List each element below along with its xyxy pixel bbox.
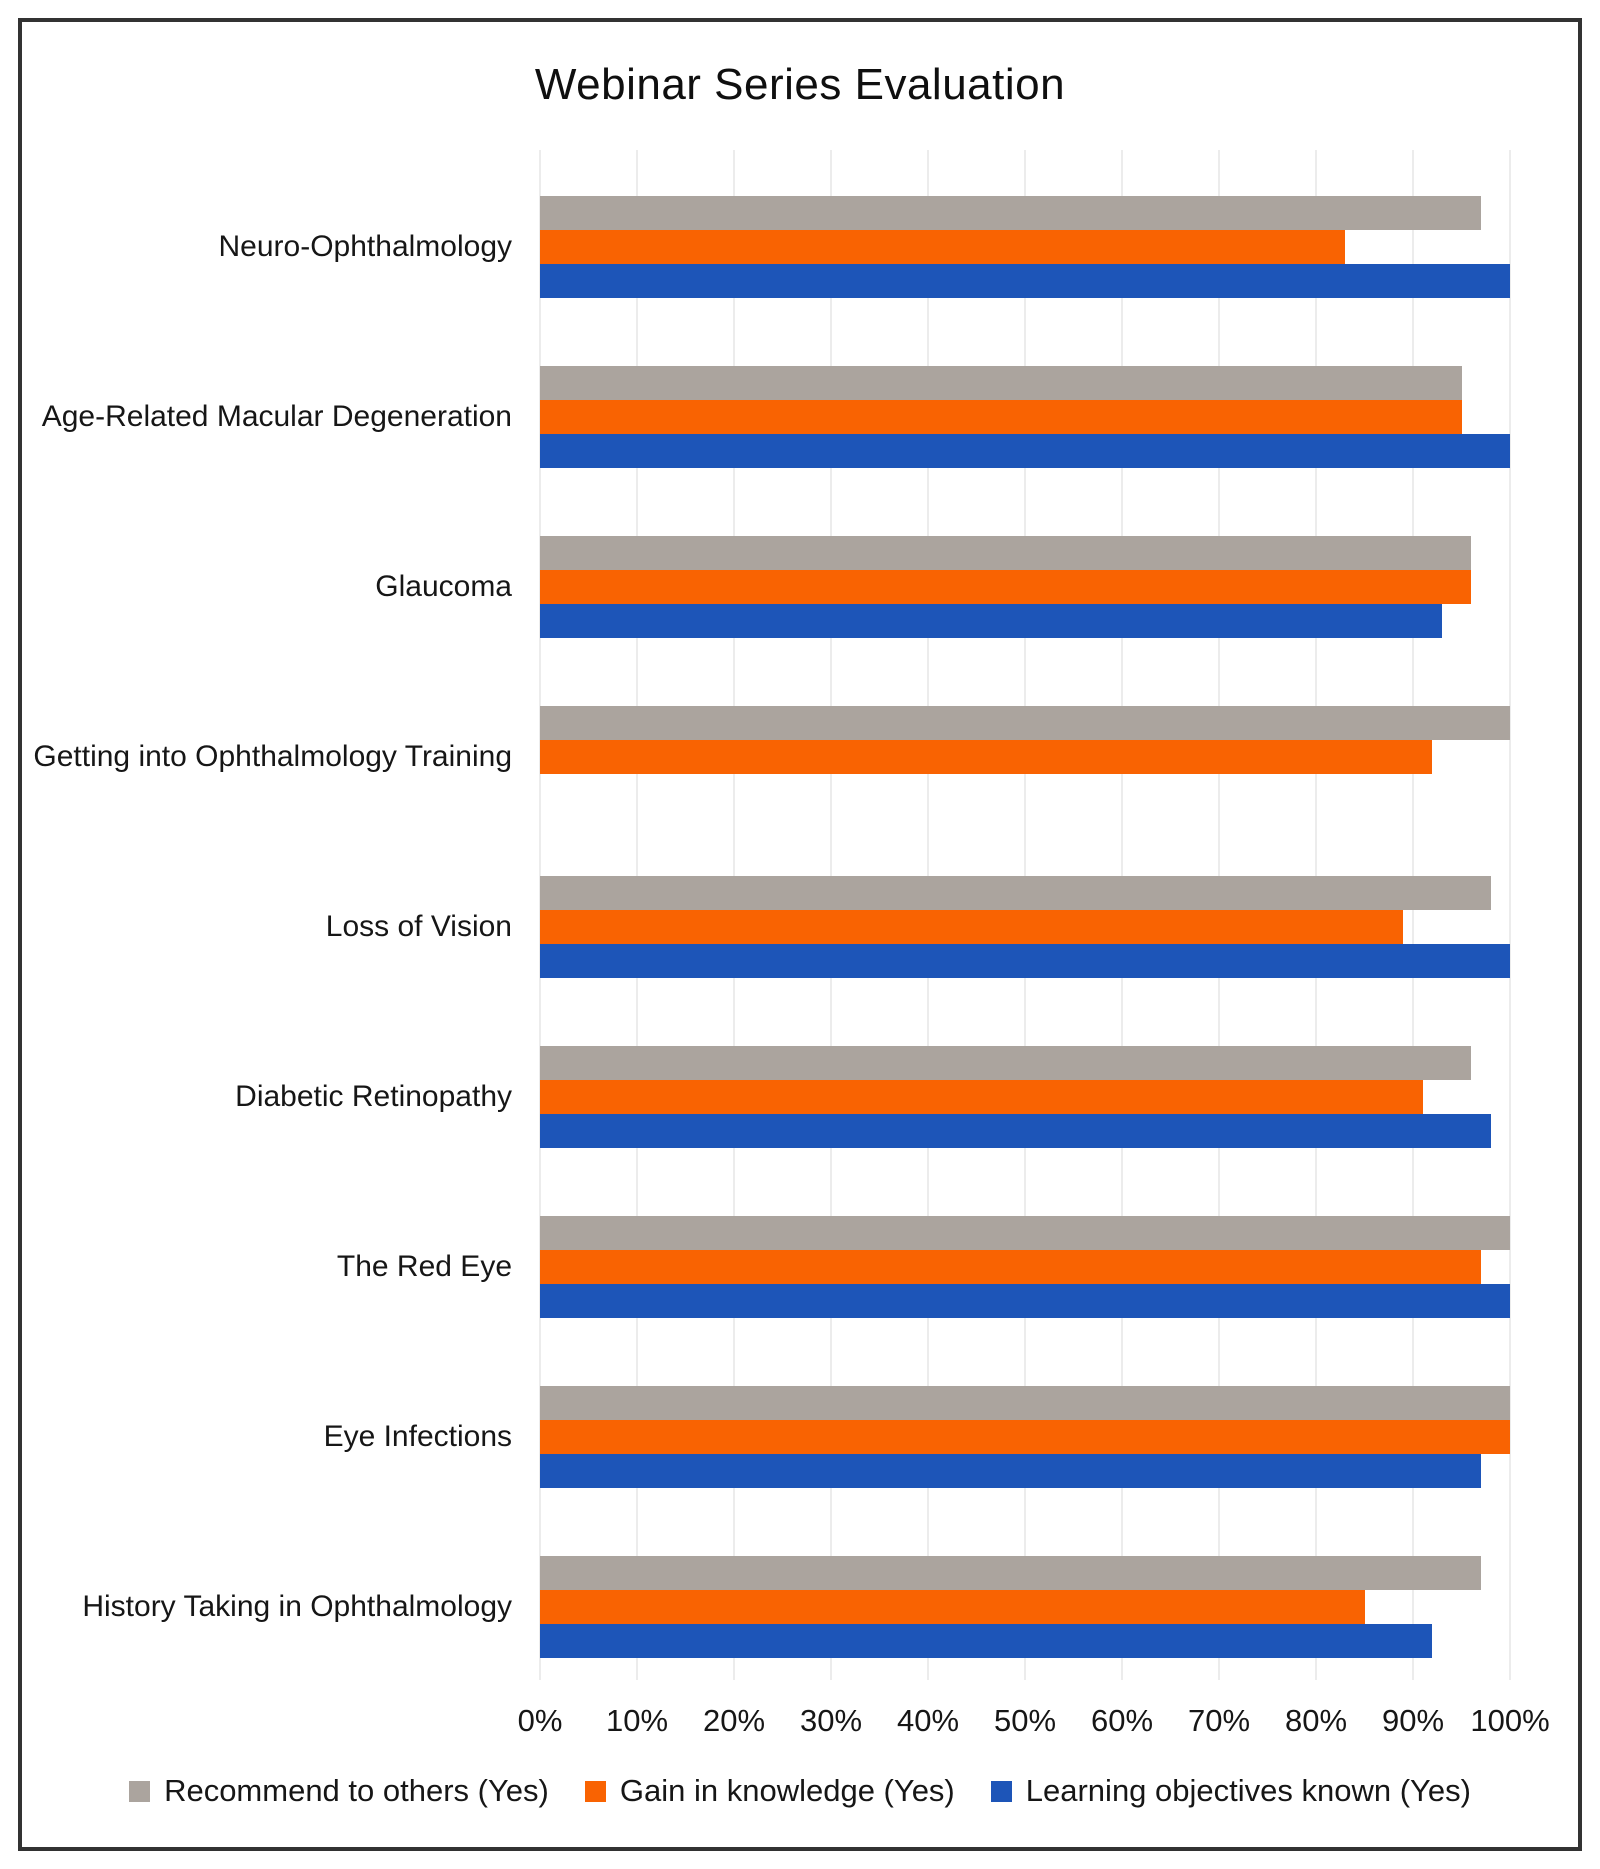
bar-slot [540,604,1510,638]
x-tick-label: 60% [1090,1703,1154,1738]
bar-slot [540,774,1510,808]
bar-slot [540,264,1510,298]
bar [540,1590,1365,1624]
bar-group [540,1046,1510,1148]
legend-label: Learning objectives known (Yes) [1025,1773,1471,1808]
plot-area [22,162,1578,1692]
x-tick-label: 90% [1381,1703,1445,1738]
bar-slot [540,1216,1510,1250]
bar [540,400,1462,434]
bar-slot [540,1114,1510,1148]
bar [540,1250,1481,1284]
x-axis [517,1702,1550,1742]
bar [540,910,1403,944]
bar-slot [540,1046,1510,1080]
bar [540,1080,1423,1114]
category-row [22,672,1578,842]
bar-slot [540,1590,1510,1624]
bar-slot [540,570,1510,604]
category-label: Loss of Vision [325,910,512,943]
category-row [22,1522,1578,1692]
bar [540,876,1491,910]
bar [540,1114,1491,1148]
bar [540,434,1510,468]
x-tick-label: 0% [517,1703,563,1738]
bar-slot [540,876,1510,910]
legend-item [991,1772,1471,1810]
bar-slot [540,536,1510,570]
bar-slot [540,944,1510,978]
bar-group [540,1386,1510,1488]
bar-group [540,366,1510,468]
category-label: Eye Infections [323,1420,512,1453]
legend-swatch [585,1781,606,1802]
x-tick-label: 70% [1187,1703,1251,1738]
x-tick-label: 80% [1284,1703,1348,1738]
x-tick-label: 20% [702,1703,766,1738]
bar-group [540,1216,1510,1318]
bar-slot [540,1420,1510,1454]
category-row [22,332,1578,502]
legend [22,1772,1578,1810]
legend-label: Recommend to others (Yes) [164,1773,549,1808]
legend-label: Gain in knowledge (Yes) [619,1773,955,1808]
bar [540,1284,1510,1318]
bar-slot [540,400,1510,434]
bar-chart [22,162,1578,1810]
category-row [22,1352,1578,1522]
bar-slot [540,1386,1510,1420]
bar-slot [540,740,1510,774]
bar [540,604,1442,638]
bar-slot [540,1284,1510,1318]
bar [540,230,1345,264]
bar [540,1556,1481,1590]
category-label: The Red Eye [336,1250,512,1283]
x-tick-label: 50% [993,1703,1057,1738]
category-row [22,1012,1578,1182]
category-label: History Taking in Ophthalmology [82,1590,512,1623]
bar-slot [540,1454,1510,1488]
category-row [22,162,1578,332]
legend-item [129,1772,549,1810]
bar [540,740,1432,774]
legend-swatch [129,1781,150,1802]
bar-slot [540,1556,1510,1590]
bar [540,536,1471,570]
bar [540,196,1481,230]
bar-slot [540,434,1510,468]
bar [540,944,1510,978]
figure-border [18,18,1582,1851]
bar [540,366,1462,400]
bar-slot [540,196,1510,230]
category-label: Getting into Ophthalmology Training [33,740,512,773]
category-row [22,502,1578,672]
bar-slot [540,230,1510,264]
category-row [22,1182,1578,1352]
bar-group [540,876,1510,978]
bar-slot [540,910,1510,944]
bar [540,570,1471,604]
bar [540,1624,1432,1658]
legend-item [585,1772,955,1810]
bar [540,264,1510,298]
category-label: Diabetic Retinopathy [235,1080,512,1113]
bar-slot [540,1080,1510,1114]
category-label: Glaucoma [375,570,512,603]
bar [540,1046,1471,1080]
bar-slot [540,706,1510,740]
bar-slot [540,1250,1510,1284]
x-tick-label: 100% [1470,1703,1550,1738]
category-label: Neuro-Ophthalmology [218,230,512,263]
x-tick-label: 10% [605,1703,669,1738]
bar-group [540,536,1510,638]
bar-group [540,706,1510,808]
category-row [22,842,1578,1012]
chart-title: Webinar Series Evaluation [534,60,1066,109]
bar [540,1454,1481,1488]
bar-slot [540,366,1510,400]
bar-slot [540,1624,1510,1658]
bar-group [540,196,1510,298]
bar [540,706,1510,740]
x-tick-label: 30% [799,1703,863,1738]
category-label: Age-Related Macular Degeneration [41,400,512,433]
x-tick-label: 40% [896,1703,960,1738]
bar [540,1386,1510,1420]
bar-group [540,1556,1510,1658]
legend-swatch [991,1781,1012,1802]
bar [540,1420,1510,1454]
bar [540,1216,1510,1250]
